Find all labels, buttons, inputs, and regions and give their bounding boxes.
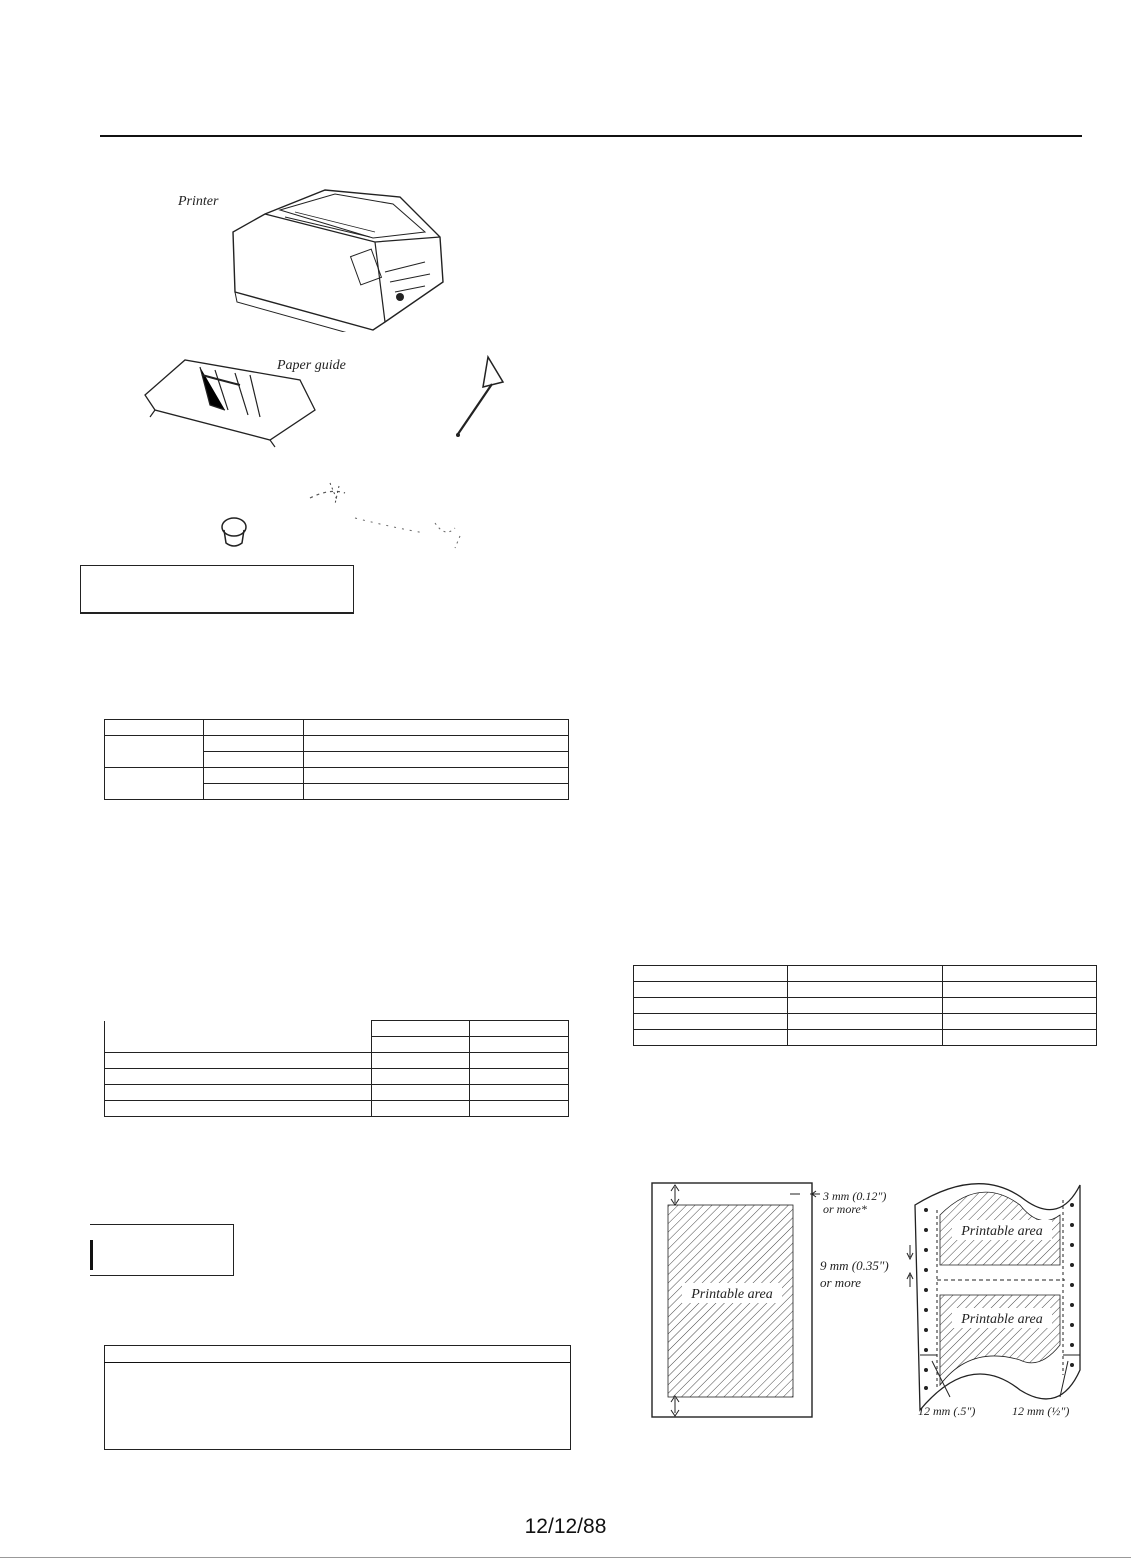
table-row xyxy=(105,1101,569,1117)
paper-guide-label: Paper guide xyxy=(277,358,346,373)
table-row xyxy=(634,998,1097,1014)
table-3 xyxy=(633,965,1097,1046)
table-row xyxy=(105,768,569,784)
table-row xyxy=(105,736,569,752)
printable-area-text-1: Printable area xyxy=(691,1287,773,1302)
margin-3mm-text: 3 mm (0.12") xyxy=(823,1189,887,1203)
printer-label: Printer xyxy=(178,194,219,209)
table-row xyxy=(634,982,1097,998)
section-box-3-divider xyxy=(104,1362,570,1363)
footer-date: 12/12/88 xyxy=(524,1515,607,1538)
section-box-2-bar xyxy=(90,1240,93,1270)
header-rule xyxy=(100,135,1082,137)
left-feed-margin-text: 12 mm (.5") xyxy=(918,1404,976,1418)
table-row xyxy=(105,720,569,736)
table-2 xyxy=(104,1020,569,1117)
table-1 xyxy=(104,719,569,800)
margin-9mm-text: 9 mm (0.35") xyxy=(820,1258,889,1273)
printable-area-figure xyxy=(640,1175,1110,1435)
section-box-1 xyxy=(80,565,354,614)
table-row xyxy=(105,1085,569,1101)
table-row xyxy=(634,966,1097,982)
release-pin-illustration xyxy=(448,352,518,442)
bottom-edge-line xyxy=(0,1557,1131,1558)
table-row xyxy=(105,1021,569,1037)
table-row xyxy=(634,1030,1097,1046)
section-box-2 xyxy=(90,1224,234,1276)
right-feed-margin-text: 12 mm (½") xyxy=(1012,1404,1070,1418)
printer-illustration xyxy=(225,182,465,332)
printable-area-text-3: Printable area xyxy=(961,1312,1043,1327)
or-more-text-1: or more* xyxy=(823,1202,867,1216)
section-box-3 xyxy=(104,1345,571,1450)
printable-area-text-2: Printable area xyxy=(961,1224,1043,1239)
table-row xyxy=(634,1014,1097,1030)
paper-guide-illustration xyxy=(140,355,330,450)
knob-illustration xyxy=(218,515,252,551)
cable-illustration xyxy=(305,478,480,553)
or-more-text-2: or more xyxy=(820,1275,862,1290)
table-row xyxy=(105,1069,569,1085)
table-row xyxy=(105,1053,569,1069)
